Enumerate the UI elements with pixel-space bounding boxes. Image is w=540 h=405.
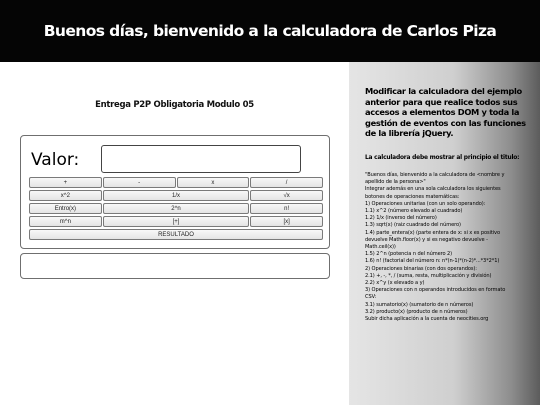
instruction-line: CSV: — [365, 294, 377, 301]
button-x[interactable]: x — [177, 177, 250, 188]
instruction-line: 3.2) producto(x) (producto de n números) — [365, 308, 468, 315]
instruction-line: botones de operaciones matemáticas: — [365, 193, 460, 200]
instruction-line: 3.1) sumatorio(x) (sumatorio de n números) — [365, 301, 474, 308]
instruction-line: 2.1) +, -, *, / (suma, resta, multiplicación y división) — [365, 272, 492, 279]
instruction-line: "Buenos días, bienvenido a la calculadora de <nombre y — [365, 172, 505, 178]
button-2-n[interactable]: 2^n — [103, 203, 250, 214]
instruction-line: apellido de la persona>" — [365, 179, 426, 186]
instruction-line: 1.3) sqrt(x) (raiz cuadrado del número) — [365, 222, 461, 229]
button-m-n[interactable]: m^n — [29, 216, 102, 227]
instruction-line: Integrar además en una sola calculadora los siguientes — [365, 186, 501, 193]
instruction-line: 1.4) parte_entera(x) (parte entera de x: si x es positivo — [365, 229, 500, 236]
instruction-line: 1.1) x^2 (número elevado al cuadrado) — [365, 208, 463, 215]
result-display — [20, 253, 330, 279]
calculator — [20, 135, 330, 249]
value-input[interactable] — [101, 145, 301, 173]
button-1-x[interactable]: 1/x — [103, 190, 250, 201]
assignment-subtitle: Entrega P2P Obligatoria Modulo 05 — [95, 100, 254, 110]
instruction-line: 1.2) 1/x (inverso del número) — [365, 215, 437, 222]
instructions-panel — [349, 62, 540, 405]
button-n[interactable]: n! — [250, 203, 323, 214]
button-op1[interactable]: - — [103, 177, 176, 188]
instruction-line: 2.2) x^y (x elevado a y) — [365, 280, 425, 287]
instruction-line: 1.6) n! (factorial del número n: n*(n-1)*(n-2)*...*3*2*1) — [365, 258, 500, 265]
main-panel — [0, 62, 349, 405]
instruction-line: 3) Operaciones con n operandos introducidos en formato — [365, 287, 506, 294]
instruction-line: 2) Operaciones binarias (con dos operandos): — [365, 265, 477, 272]
button-op11[interactable]: [+] — [103, 216, 250, 227]
button-op3[interactable]: / — [250, 177, 323, 188]
instruction-line: devuelve Math.floor(x) y si es negativo devuelve - — [365, 236, 488, 243]
instruction-line: Math.ceil(x)) — [365, 244, 396, 251]
button-grid — [29, 177, 323, 240]
instructions-title: Modificar la calculadora del ejemplo anterior para que realice todos sus accesos a elementos DOM y toda la gestión de eventos con las funciones de la librería jQuery. — [365, 86, 526, 139]
button-resultado[interactable]: RESULTADO — [29, 229, 323, 240]
button-entro-x[interactable]: Entro(x) — [29, 203, 102, 214]
instruction-line: 1) Operaciones unitarias (con un solo operando): — [365, 200, 486, 207]
button-x[interactable]: [x] — [250, 216, 323, 227]
instructions-body — [365, 172, 537, 323]
value-label: Valor: — [31, 150, 80, 170]
instruction-line: 1.5) 2^n (potencia n del número 2) — [365, 251, 453, 258]
instructions-subtitle: La calculadora debe mostrar al principio el titulo: — [365, 155, 520, 161]
page-title: Buenos días, bienvenido a la calculadora de Carlos Piza — [43, 22, 497, 40]
button-op0[interactable]: + — [29, 177, 102, 188]
page-header — [0, 0, 540, 62]
instruction-line: Subir dicha aplicación a la cuenta de neocities.org — [365, 316, 489, 323]
button-x[interactable]: √x — [250, 190, 323, 201]
button-x-2[interactable]: x^2 — [29, 190, 102, 201]
